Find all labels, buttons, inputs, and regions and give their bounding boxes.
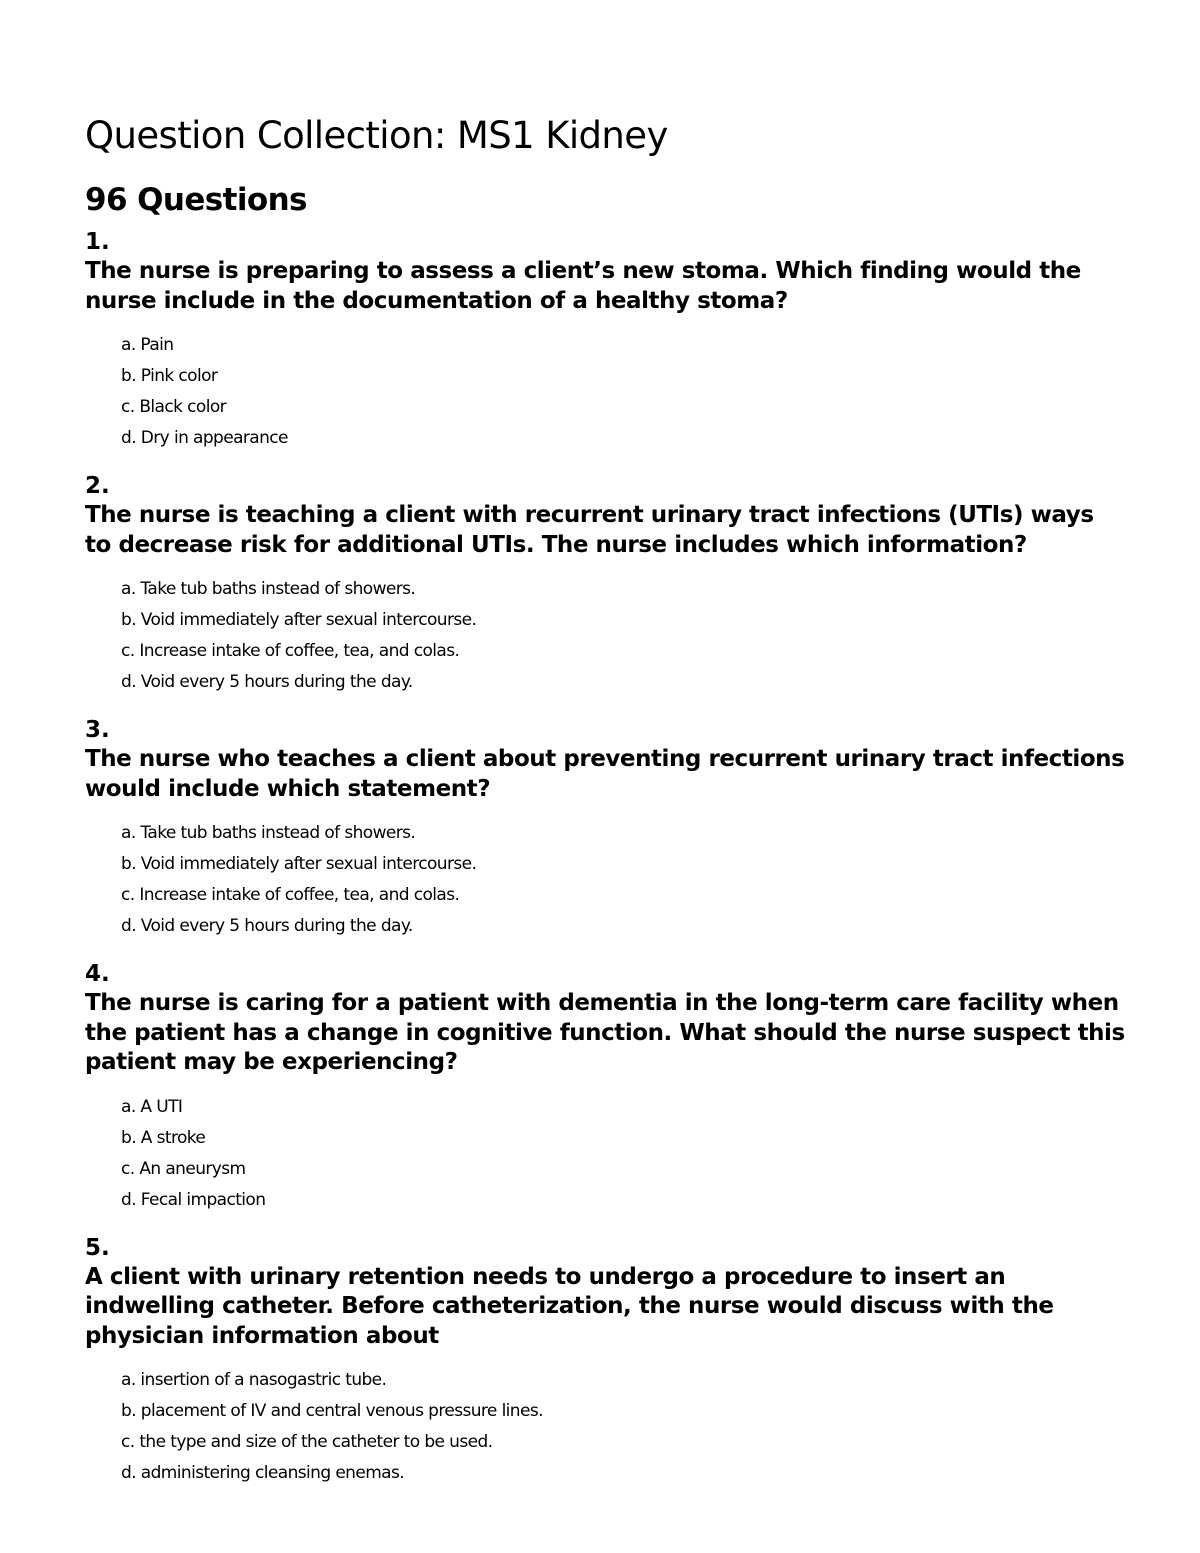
answer-option: d. Dry in appearance (121, 428, 288, 448)
question-text: The nurse is teaching a client with recurrent urinary tract infections (UTIs) ways to decrease risk for additional UTIs. The nurse includes which information? (85, 502, 1094, 558)
question-item (85, 960, 1125, 1216)
question-text: The nurse is preparing to assess a client’s new stoma. Which finding would the nurse include in the documentation of a healthy stoma? (85, 258, 1081, 314)
answer-option: b. Void immediately after sexual intercourse. (121, 854, 477, 874)
question-number: 5. (85, 1234, 110, 1261)
answer-option: c. the type and size of the catheter to be used. (121, 1432, 493, 1452)
answer-option: d. Fecal impaction (121, 1189, 266, 1210)
question-number: 1. (85, 229, 110, 255)
answer-option: b. Void immediately after sexual intercourse. (121, 610, 477, 630)
answer-options (121, 1365, 1125, 1489)
answer-option: c. Increase intake of coffee, tea, and colas. (121, 885, 460, 905)
question-item (85, 228, 1125, 454)
answer-option: d. Void every 5 hours during the day. (121, 672, 413, 692)
answer-option: c. An aneurysm (121, 1158, 246, 1179)
question-text: A client with urinary retention needs to undergo a procedure to insert an indwelling catheter. Before catheterization, the nurse would discuss with the physician information about (85, 1263, 1054, 1349)
answer-options (121, 574, 1125, 698)
question-item (85, 716, 1125, 942)
answer-option: a. Take tub baths instead of showers. (121, 823, 416, 843)
document-page (85, 110, 1125, 1489)
answer-options (121, 818, 1125, 942)
question-number: 4. (85, 961, 110, 987)
answer-option: d. administering cleansing enemas. (121, 1463, 405, 1483)
answer-option: d. Void every 5 hours during the day. (121, 916, 413, 936)
answer-option: a. insertion of a nasogastric tube. (121, 1370, 387, 1390)
question-text: The nurse who teaches a client about preventing recurrent urinary tract infections would include which statement? (85, 746, 1125, 802)
answer-option: b. A stroke (121, 1127, 206, 1148)
answer-option: a. A UTI (121, 1096, 183, 1117)
question-number: 3. (85, 717, 110, 743)
answer-option: b. placement of IV and central venous pressure lines. (121, 1401, 543, 1421)
answer-option: b. Pink color (121, 366, 218, 386)
answer-options (121, 330, 1125, 454)
question-item (85, 472, 1125, 698)
answer-option: a. Take tub baths instead of showers. (121, 579, 416, 599)
question-number: 2. (85, 473, 110, 499)
question-count: 96 Questions (85, 182, 307, 218)
question-item (85, 1234, 1125, 1490)
answer-option: a. Pain (121, 335, 174, 355)
answer-options (121, 1092, 1125, 1216)
page-title: Question Collection: MS1 Kidney (85, 114, 668, 157)
answer-option: c. Black color (121, 397, 227, 417)
answer-option: c. Increase intake of coffee, tea, and colas. (121, 641, 460, 661)
question-text: The nurse is caring for a patient with dementia in the long-term care facility when the patient has a change in cognitive function. What should the nurse suspect this patient may be experiencing? (85, 990, 1125, 1075)
